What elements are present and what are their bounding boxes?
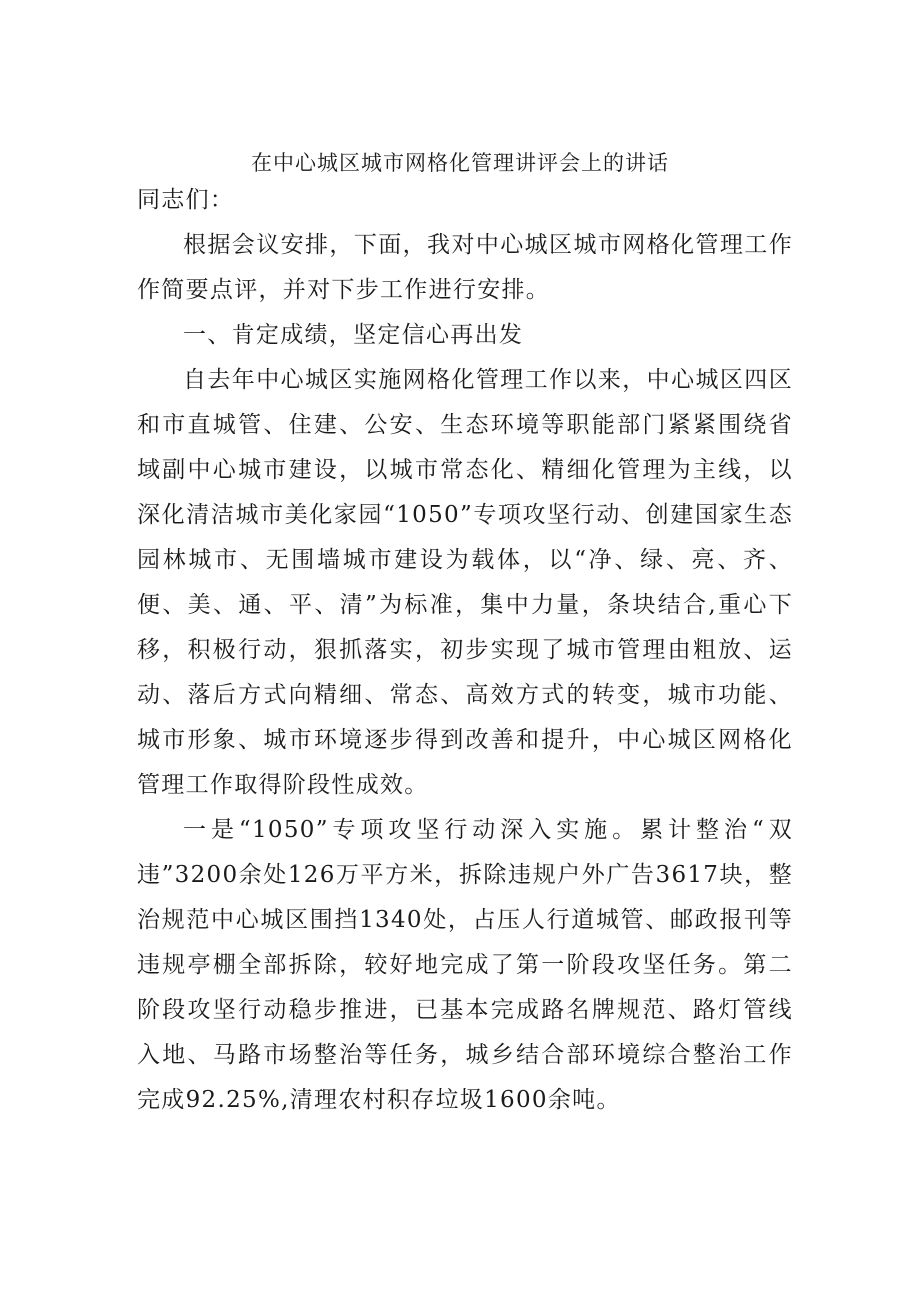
paragraph-intro: 根据会议安排，下面，我对中心城区城市网格化管理工作作简要点评，并对下步工作进行安排。 [137,232,793,303]
paragraph-point-one: 一是“1050”专项攻坚行动深入实施。累计整治“双违”3200余处126万平方米，拆除违规户外广告3617块，整治规范中心城区围挡1340处，占压人行道城管、邮政报刊等违规亭棚全部拆除，较好地完成了第一阶段攻坚任务。第二阶段攻坚行动稳步推进，已基本完成路名牌规范、路灯管线入地、马路市场整治等任务，城乡结合部环境综合整治工作完成92.25%,清理农村积存垃圾1600余吨。 [137,817,793,1113]
paragraph-achievements: 自去年中心城区实施网格化管理工作以来，中心城区四区和市直城管、住建、公安、生态环境等职能部门紧紧围绕省域副中心城市建设，以城市常态化、精细化管理为主线，以深化清洁城市美化家园“1050”专项攻坚行动、创建国家生态园林城市、无围墙城市建设为载体，以“净、绿、亮、齐、便、美、通、平、清”为标准，集中力量，条块结合,重心下移，积极行动，狠抓落实，初步实现了城市管理由粗放、运动、落后方式向精细、常态、高效方式的转变，城市功能、城市形象、城市环境逐步得到改善和提升，中心城区网格化管理工作取得阶段性成效。 [137,367,793,798]
salutation: 同志们： [137,187,235,213]
document-body [137,178,793,1123]
section-heading: 一、肯定成绩，坚定信心再出发 [183,322,524,348]
document-title: 在中心城区城市网格化管理讲评会上的讲话 [251,151,669,175]
